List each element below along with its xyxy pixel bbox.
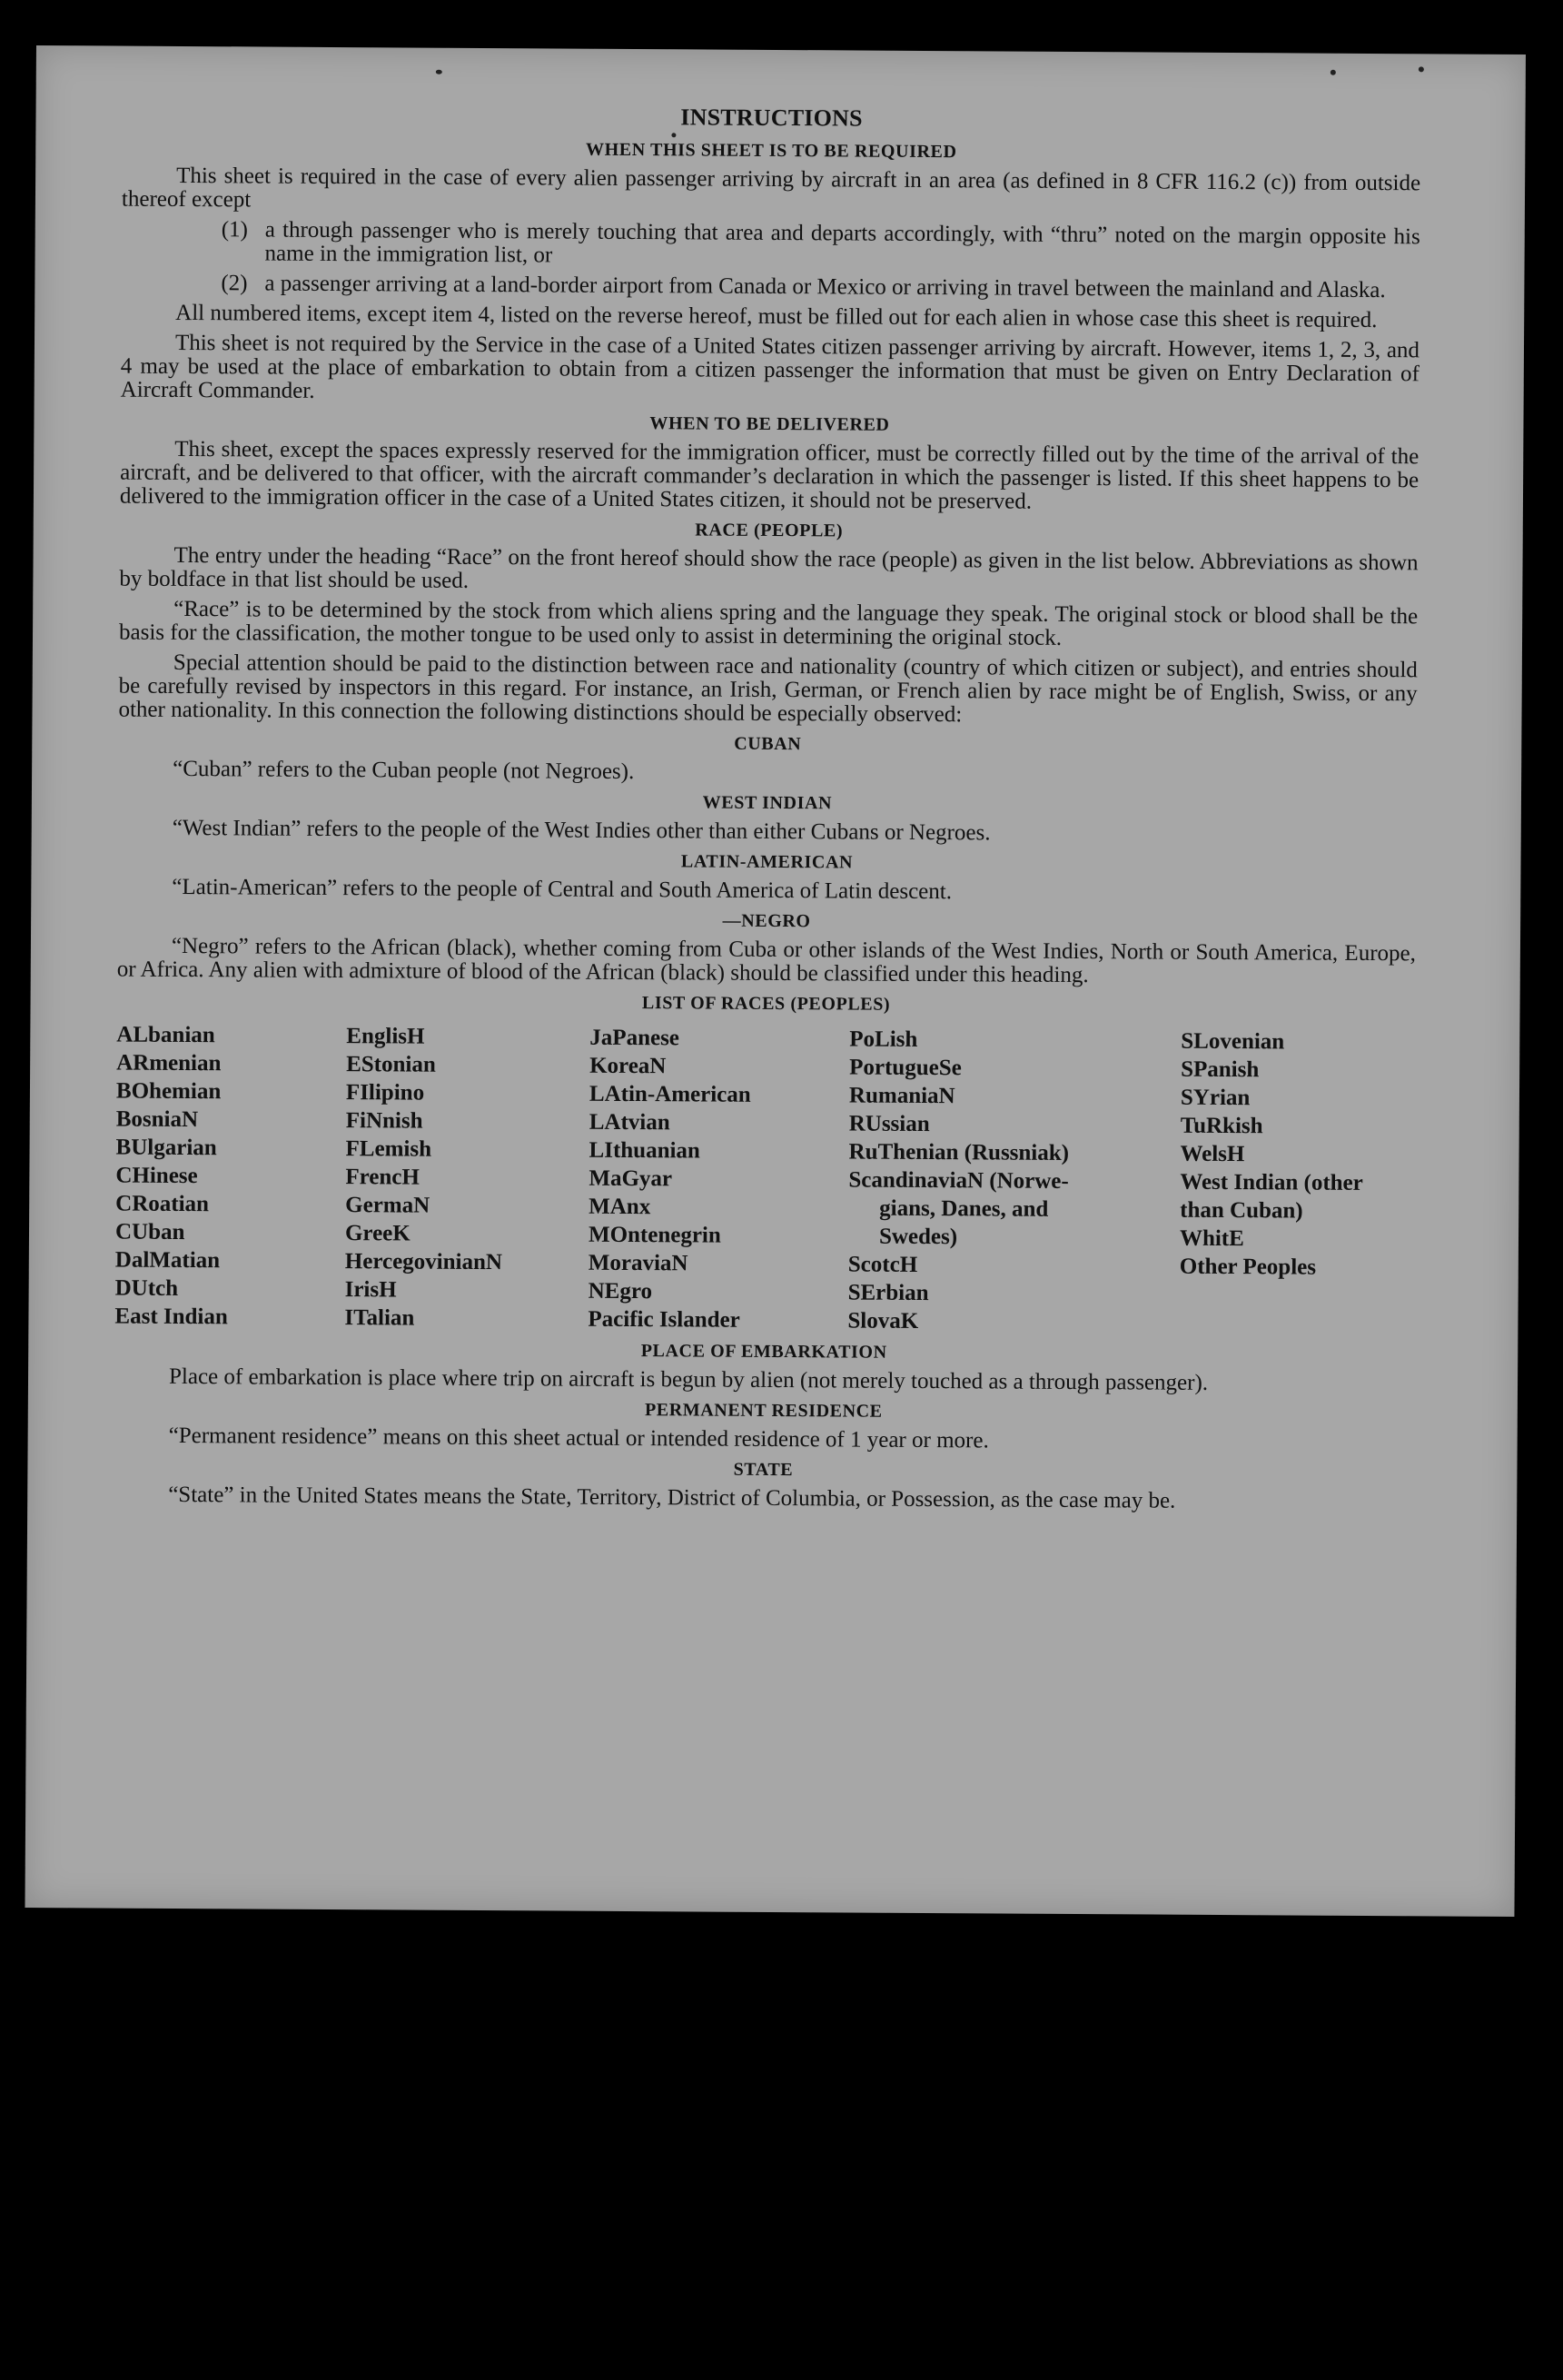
race-entry: LAtin-American bbox=[589, 1081, 751, 1107]
paragraph-numbered-items: All numbered items, except item 4, listed on the reverse hereof, must be filled out for each alien in whose case this sheet is required. bbox=[175, 300, 1378, 333]
race-entry: Pacific Islander bbox=[588, 1306, 740, 1333]
exception-item-2 bbox=[221, 272, 1420, 302]
race-entry: GreeK bbox=[344, 1221, 411, 1246]
race-entry: MoraviaN bbox=[588, 1250, 688, 1276]
race-entry: FrencH bbox=[345, 1165, 420, 1190]
race-entry: JaPanese bbox=[589, 1025, 680, 1051]
item-text: a through passenger who is merely touching that area and departs accordingly, with “thru” noted on the margin opposite his name in the immigration list, or bbox=[264, 217, 1420, 268]
paragraph-race-definition: “Race” is to be determined by the stock from which aliens spring and the language they speak. The original stock or blood shall be the basis for the classification, the mother tongue to be used only to assist in determining the original stock. bbox=[118, 596, 1419, 650]
heading-negro: —NEGRO bbox=[722, 910, 811, 932]
races-column-2 bbox=[344, 1022, 589, 1334]
heading-when-delivered: WHEN TO BE DELIVERED bbox=[649, 413, 890, 435]
race-entry: FiNnish bbox=[345, 1108, 423, 1134]
race-entry-continued: gians, Danes, and bbox=[879, 1195, 1049, 1222]
race-entry-continued: than Cuban) bbox=[1180, 1197, 1303, 1224]
race-entry: ALbanian bbox=[116, 1022, 215, 1048]
race-entry: HercegovinianN bbox=[344, 1249, 503, 1275]
race-entry: CUban bbox=[114, 1219, 185, 1245]
race-entry: PortugueSe bbox=[849, 1055, 962, 1081]
heading-latin-american: LATIN-AMERICAN bbox=[680, 851, 854, 873]
item-number: (1) bbox=[221, 217, 249, 243]
paragraph-race-nationality: Special attention should be paid to the distinction between race and nationality (country of which citizen or subject), and entries should be carefully revised by inspectors in this regard. For instance, an Irish, German, or French alien by race might be of English, Swiss, or any other nationality. In this connection the following distinctions should be especially observed: bbox=[118, 650, 1418, 728]
paragraph-negro: “Negro” refers to the African (black), whether coming from Cuba or other islands of the West Indies, North or South America, Europe, or Africa. Any alien with admixture of blood of the African (black) should be classified under this heading. bbox=[116, 933, 1417, 988]
scan-speck bbox=[1419, 66, 1424, 72]
race-entry: CRoatian bbox=[115, 1191, 210, 1217]
paragraph-latin-american: “Latin-American” refers to the people of Central and South America of Latin descent. bbox=[172, 874, 953, 905]
race-entry: Other Peoples bbox=[1179, 1254, 1317, 1280]
race-entry: ARmenian bbox=[116, 1050, 222, 1076]
paragraph-embarkation: Place of embarkation is place where trip on aircraft is begun by alien (not merely touched as a through passenger). bbox=[168, 1364, 1209, 1395]
heading-state: STATE bbox=[733, 1459, 794, 1481]
race-entry: DalMatian bbox=[114, 1247, 221, 1274]
race-entry: WelsH bbox=[1180, 1141, 1245, 1167]
race-entry: RumaniaN bbox=[848, 1083, 955, 1109]
heading-permanent-residence: PERMANENT RESIDENCE bbox=[644, 1400, 883, 1422]
race-entry: RUssian bbox=[848, 1111, 930, 1137]
race-entry: East Indian bbox=[114, 1304, 228, 1330]
race-entry: BOhemian bbox=[115, 1078, 222, 1105]
race-entry: ScandinaviaN (Norwe- bbox=[848, 1167, 1069, 1194]
race-entry: WhitE bbox=[1179, 1225, 1244, 1252]
heading-race: RACE (PEOPLE) bbox=[695, 520, 844, 541]
item-text: a passenger arriving at a land-border airport from Canada or Mexico or arriving in travel between the mainland and Alaska. bbox=[264, 271, 1386, 303]
race-entry: MaGyar bbox=[589, 1165, 673, 1192]
race-entry: SErbian bbox=[847, 1280, 929, 1306]
paragraph-cuban: “Cuban” refers to the Cuban people (not Negroes). bbox=[173, 756, 635, 785]
paragraph-state: “State” in the United States means the State, Territory, District of Columbia, or Possession, as the case may be. bbox=[168, 1482, 1176, 1513]
page-title: INSTRUCTIONS bbox=[680, 104, 863, 132]
race-entry: SPanish bbox=[1181, 1056, 1260, 1083]
race-entry: EnglisH bbox=[346, 1024, 425, 1049]
scan-speck bbox=[436, 70, 442, 74]
race-entry: RuThenian (Russniak) bbox=[848, 1139, 1070, 1165]
paragraph-citizen-note: This sheet is not required by the Service in the case of a United States citizen passenger arriving by aircraft. However, items 1, 2, 3, and 4 may be used at the place of embarkation to obtain from a citizen passenger the information that must be given on Entry Declaration of Aircraft Commander. bbox=[120, 330, 1420, 403]
race-entry: SLovenian bbox=[1181, 1028, 1285, 1055]
race-entry: BosniaN bbox=[115, 1106, 199, 1133]
races-column-4 bbox=[847, 1025, 1181, 1336]
paragraph-permanent-residence: “Permanent residence” means on this sheet actual or intended residence of 1 year or more. bbox=[168, 1423, 989, 1453]
paragraph-race-entry: The entry under the heading “Race” on the front hereof should show the race (people) as given in the list below. Abbreviations as shown by boldface in that list should be used. bbox=[119, 542, 1419, 593]
race-entry: PoLish bbox=[849, 1026, 918, 1052]
races-column-5 bbox=[1179, 1027, 1415, 1339]
races-column-3 bbox=[588, 1024, 849, 1335]
race-entry: EStonian bbox=[346, 1052, 436, 1077]
heading-when-required: WHEN THIS SHEET IS TO BE REQUIRED bbox=[585, 139, 957, 163]
heading-list-of-races: LIST OF RACES (PEOPLES) bbox=[641, 993, 891, 1015]
heading-west-indian: WEST INDIAN bbox=[702, 792, 833, 814]
races-column-1 bbox=[114, 1021, 346, 1333]
race-entry: MAnx bbox=[589, 1194, 651, 1220]
paragraph-west-indian: “West Indian” refers to the people of the West Indies other than either Cubans or Negroes. bbox=[172, 815, 991, 846]
race-entry: FLemish bbox=[345, 1136, 432, 1162]
heading-cuban: CUBAN bbox=[734, 733, 802, 755]
race-entry: SlovaK bbox=[847, 1308, 919, 1334]
race-entry: DUtch bbox=[114, 1275, 179, 1301]
race-entry: TuRkish bbox=[1180, 1113, 1263, 1139]
paragraph-delivery: This sheet, except the spaces expressly reserved for the immigration officer, must be correctly filled out by the time of the arrival of the aircraft, and be delivered to that officer, with the aircraft commander’s declaration in which the passenger is listed. If this sheet happens to be delivered to the immigration officer in the case of a United States citizen, it should not be preserved. bbox=[119, 436, 1420, 514]
race-entry: KoreaN bbox=[589, 1053, 667, 1079]
paragraph-required-intro: This sheet is required in the case of every alien passenger arriving by aircraft in an area (as defined in 8 CFR 116.2 (c)) from outside thereof except bbox=[121, 163, 1421, 213]
race-entry: West Indian (other bbox=[1180, 1169, 1363, 1195]
race-entry-continued: Swedes) bbox=[878, 1224, 958, 1250]
race-entry: MOntenegrin bbox=[588, 1222, 721, 1248]
races-list bbox=[114, 1021, 1415, 1339]
scan-speck bbox=[1331, 70, 1336, 75]
exception-item-1 bbox=[222, 218, 1420, 273]
race-entry: LAtvian bbox=[589, 1109, 670, 1135]
race-entry: ScotcH bbox=[847, 1252, 918, 1277]
race-entry: SYrian bbox=[1180, 1085, 1251, 1111]
document-page bbox=[25, 45, 1525, 1917]
heading-embarkation: PLACE OF EMBARKATION bbox=[640, 1341, 887, 1363]
race-entry: GermaN bbox=[345, 1193, 430, 1218]
race-entry: BUlgarian bbox=[115, 1135, 217, 1161]
race-entry: FIlipino bbox=[345, 1080, 425, 1106]
race-entry: CHinese bbox=[115, 1163, 198, 1189]
instructions-content bbox=[114, 103, 1420, 1522]
race-entry: IrisH bbox=[344, 1277, 397, 1303]
item-number: (2) bbox=[221, 271, 248, 296]
race-entry: ITalian bbox=[344, 1305, 415, 1331]
race-entry: NEgro bbox=[588, 1278, 653, 1304]
race-entry: LIthuanian bbox=[589, 1137, 700, 1164]
